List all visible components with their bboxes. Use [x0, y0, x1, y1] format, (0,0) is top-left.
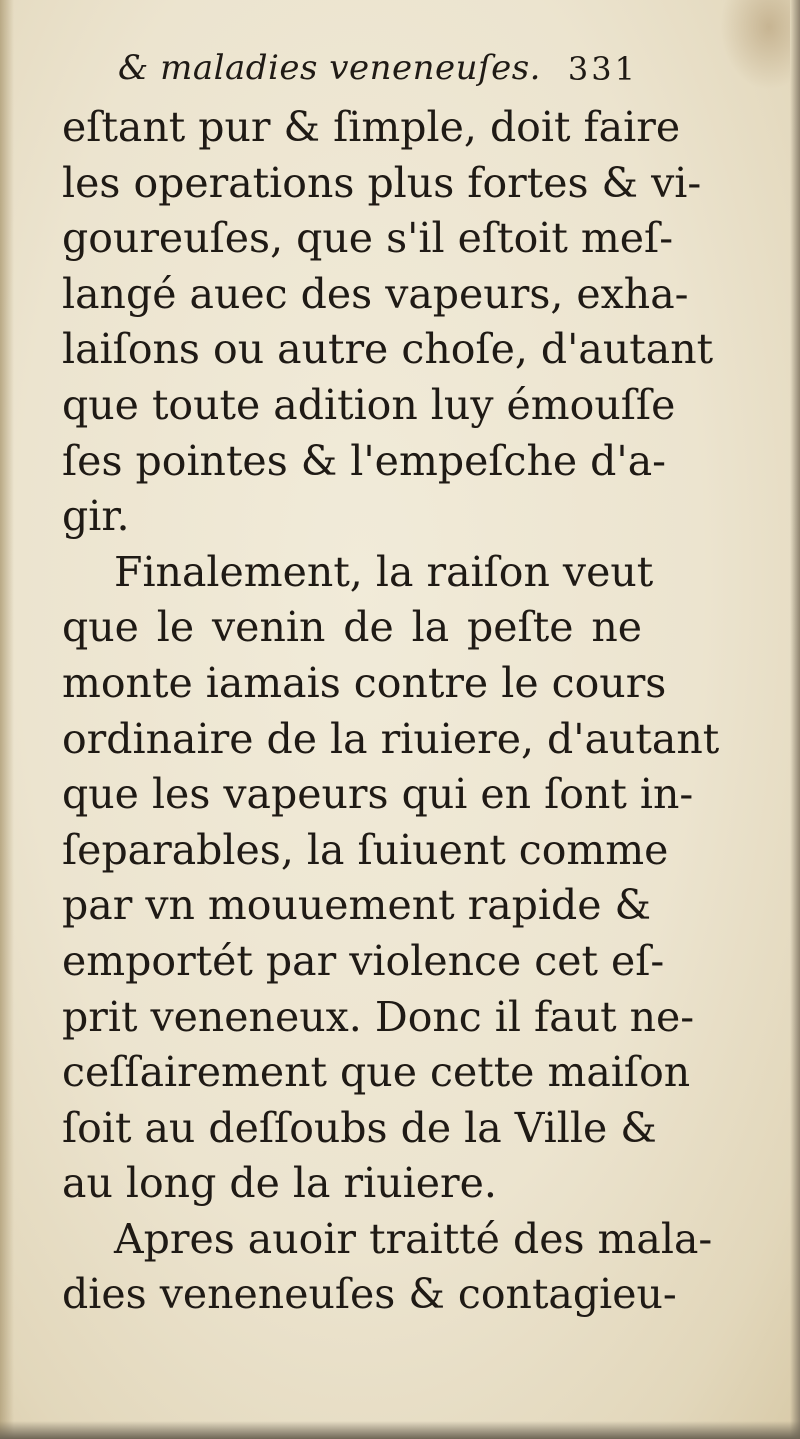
text-line: ſes pointes & l'empeſche d'a-: [62, 436, 666, 485]
page-right-edge: [790, 0, 800, 1439]
text-line: par vn mouuement rapide &: [62, 881, 652, 930]
running-title: & maladies veneneuſes.: [118, 48, 541, 88]
text-line: prit veneneux. Donc il faut ne-: [62, 992, 695, 1041]
text-line: emportét par violence cet eſ-: [62, 936, 665, 985]
text-line: que toute adition luy émouſſe: [62, 380, 676, 429]
text-line: ceſſairement que cette maiſon: [62, 1048, 691, 1097]
text-line: ſeparables, la ſuiuent comme: [62, 825, 669, 874]
text-line: Finalement, la raiſon veut: [114, 547, 654, 596]
text-line: que les vapeurs qui en ſont in-: [62, 770, 694, 819]
text-line: les operations plus fortes & vi-: [62, 158, 702, 207]
page-number: 331: [567, 50, 638, 88]
page-header: [118, 40, 638, 100]
text-line: eſtant pur & ſimple, doit faire: [62, 103, 681, 151]
text-line: langé auec des vapeurs, exha-: [62, 269, 689, 318]
paper-stain: [720, 0, 790, 90]
page-bottom-edge: [0, 1421, 800, 1439]
page-left-edge: [0, 0, 14, 1439]
text-line: que le venin de la peſte ne: [62, 603, 642, 652]
text-line: Apres auoir traitté des mala-: [114, 1214, 713, 1263]
text-line: laiſons ou autre choſe, d'autant: [62, 325, 714, 374]
text-line: dies veneneuſes & contagieu-: [62, 1270, 677, 1319]
text-line: gir.: [62, 492, 130, 541]
text-line: monte iamais contre le cours: [62, 658, 667, 707]
text-line: au long de la riuiere.: [62, 1159, 497, 1208]
body-text: [62, 100, 720, 1323]
text-line: goureuſes, que s'il eſtoit meſ-: [62, 214, 674, 263]
text-line: ordinaire de la riuiere, d'autant: [62, 714, 720, 763]
text-line: ſoit au deſſoubs de la Ville &: [62, 1103, 657, 1152]
